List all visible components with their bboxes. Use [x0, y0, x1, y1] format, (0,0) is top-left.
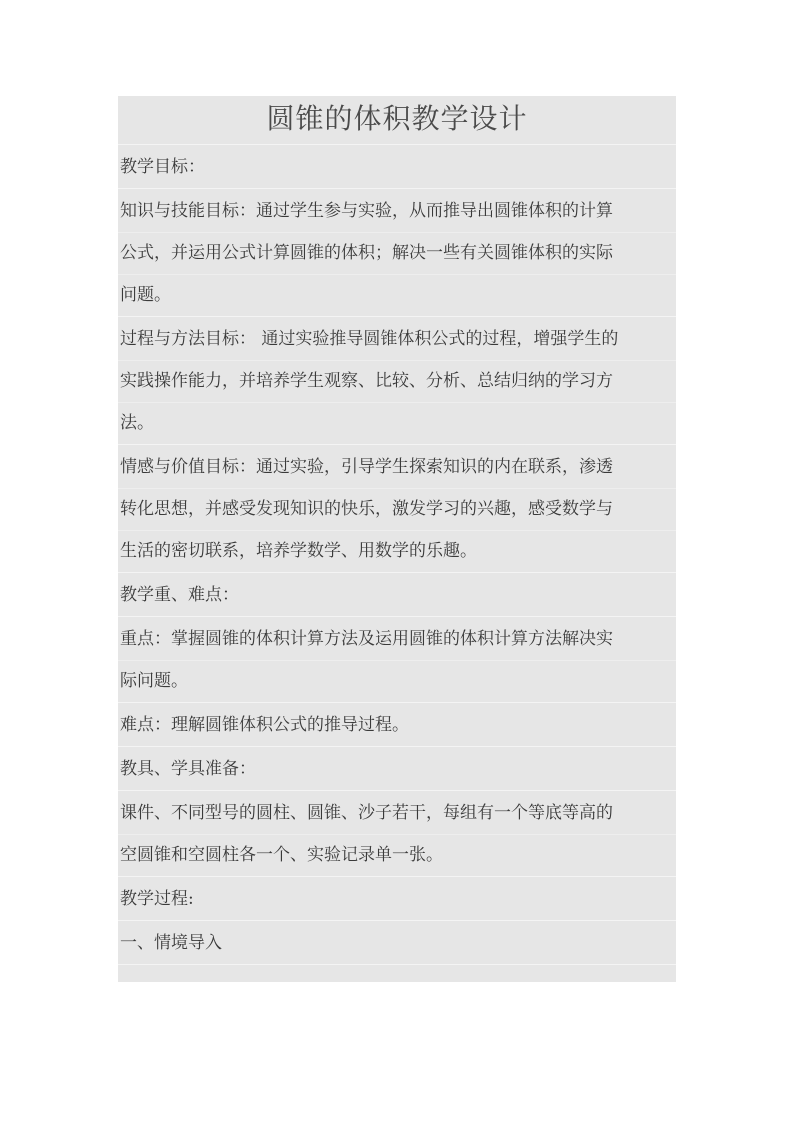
section-heading-introduction: [118, 921, 676, 965]
section-heading-key-points: [118, 573, 676, 617]
text-line: 过程与方法目标： 通过实验推导圆锥体积公式的过程，增强学生的: [120, 329, 619, 349]
text-line: 法。: [118, 402, 676, 444]
document-page: [118, 96, 676, 982]
text-line: 问题。: [118, 274, 676, 316]
text-line: 际问题。: [118, 660, 676, 702]
text-line: 一、情境导入: [120, 933, 222, 953]
text-line: 空圆锥和空圆柱各一个、实验记录单一张。: [118, 834, 676, 876]
paragraph-difficult-point: [118, 703, 676, 747]
paragraph-materials: [118, 791, 676, 877]
text-line: 教学目标：: [120, 157, 205, 177]
paragraph-emotion-goal: [118, 445, 676, 573]
text-line: 知识与技能目标：通过学生参与实验，从而推导出圆锥体积的计算: [120, 201, 613, 221]
text-line: 实践操作能力，并培养学生观察、比较、分析、总结归纳的学习方: [118, 360, 676, 402]
text-line: 教学重、难点：: [120, 585, 239, 605]
text-line: 教学过程:: [120, 889, 194, 909]
text-line: 公式，并运用公式计算圆锥的体积；解决一些有关圆锥体积的实际: [118, 232, 676, 274]
text-line: 教具、学具准备：: [120, 759, 256, 779]
paragraph-process-goal: [118, 317, 676, 445]
paragraph-knowledge-goal: [118, 189, 676, 317]
text-line: 重点：掌握圆锥的体积计算方法及运用圆锥的体积计算方法解决实: [120, 629, 613, 649]
text-line: 转化思想，并感受发现知识的快乐，激发学习的兴趣，感受数学与: [118, 488, 676, 530]
text-line: 课件、不同型号的圆柱、圆锥、沙子若干，每组有一个等底等高的: [120, 803, 613, 823]
section-heading-process: [118, 877, 676, 921]
paragraph-key-point: [118, 617, 676, 703]
section-heading-materials: [118, 747, 676, 791]
text-line: 生活的密切联系，培养学数学、用数学的乐趣。: [118, 530, 676, 572]
section-heading-objectives: [118, 145, 676, 189]
document-title: 圆锥的体积教学设计: [118, 96, 676, 145]
text-line: 难点：理解圆锥体积公式的推导过程。: [120, 715, 409, 735]
text-line: 情感与价值目标：通过实验，引导学生探索知识的内在联系，渗透: [120, 457, 613, 477]
